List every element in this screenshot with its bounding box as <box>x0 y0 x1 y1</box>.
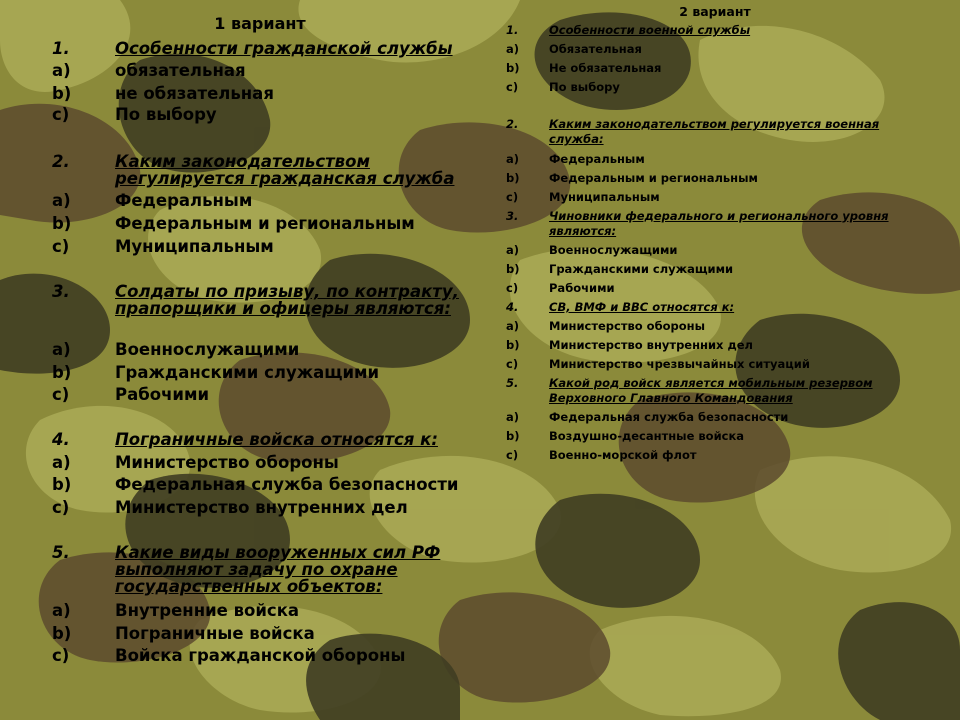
question-text: Каким законодательством регулируется военная служба: <box>549 117 880 146</box>
answer-option <box>506 338 898 353</box>
option-text: Федеральным <box>549 152 645 166</box>
answer-option <box>506 429 898 444</box>
option-letter: b) <box>506 338 520 352</box>
variant-1-title: 1 вариант <box>214 14 306 33</box>
answer-option <box>506 61 898 76</box>
answer-option <box>52 364 472 381</box>
option-letter: c) <box>52 237 70 256</box>
answer-option <box>506 281 898 296</box>
answer-option <box>52 454 472 471</box>
question-2 <box>52 153 472 187</box>
option-letter: a) <box>506 152 520 166</box>
answer-option <box>52 476 472 493</box>
option-text: Гражданскими служащими <box>549 262 734 276</box>
answer-option <box>52 647 472 664</box>
answer-option <box>506 243 898 258</box>
question-5 <box>52 544 472 595</box>
option-text: Министерство внутренних дел <box>549 338 753 352</box>
answer-option <box>52 62 472 79</box>
question-text: Какой род войск является мобильным резервом Верховного Главного Командования <box>549 376 873 405</box>
item-number: 2. <box>506 117 519 131</box>
question-text: Пограничные войска относятся к: <box>115 430 438 449</box>
option-text: Муниципальным <box>549 190 660 204</box>
option-letter: a) <box>52 61 71 80</box>
answer-option <box>506 190 898 205</box>
option-letter: a) <box>506 42 520 56</box>
answer-option <box>506 410 898 425</box>
answer-option <box>506 171 898 186</box>
option-text: Федеральная служба безопасности <box>115 475 459 494</box>
answer-option <box>52 238 472 255</box>
answer-option <box>52 85 472 102</box>
option-letter: c) <box>506 281 519 295</box>
option-text: Пограничные войска <box>115 624 315 643</box>
option-text: Внутренние войска <box>115 601 300 620</box>
option-letter: a) <box>52 601 71 620</box>
option-letter: c) <box>506 190 519 204</box>
item-number: 4. <box>506 300 519 314</box>
answer-option <box>52 625 472 642</box>
answer-option <box>506 357 898 372</box>
option-text: Федеральная служба безопасности <box>549 410 789 424</box>
option-text: По выбору <box>115 105 217 124</box>
option-text: Рабочими <box>549 281 615 295</box>
option-text: Военнослужащими <box>115 340 300 359</box>
option-letter: b) <box>506 171 520 185</box>
option-text: Федеральным <box>115 191 253 210</box>
answer-option <box>506 319 898 334</box>
option-letter: b) <box>506 262 520 276</box>
answer-option <box>52 215 472 232</box>
question-text: Каким законодательством регулируется гражданская служба <box>115 152 455 188</box>
option-text: обязательная <box>115 61 246 80</box>
option-letter: b) <box>52 214 72 233</box>
option-text: не обязательная <box>115 84 274 103</box>
option-letter: b) <box>506 61 520 75</box>
question-2 <box>506 117 898 147</box>
option-text: Министерство чрезвычайных ситуаций <box>549 357 810 371</box>
answer-option <box>52 499 472 516</box>
item-number: 3. <box>506 209 519 223</box>
option-text: Министерство обороны <box>115 453 339 472</box>
option-text: Рабочими <box>115 385 210 404</box>
option-letter: b) <box>52 363 72 382</box>
option-letter: c) <box>52 498 70 517</box>
question-text: Особенности военной службы <box>549 23 751 37</box>
question-text: Чиновники федерального и регионального уровня являются: <box>549 209 889 238</box>
item-number: 5. <box>506 376 519 390</box>
option-text: Федеральным и региональным <box>115 214 415 233</box>
question-text: Особенности гражданской службы <box>115 39 453 58</box>
answer-option <box>52 386 472 403</box>
option-letter: a) <box>52 453 71 472</box>
answer-option <box>52 106 472 123</box>
option-letter: a) <box>52 340 71 359</box>
option-letter: b) <box>52 624 72 643</box>
question-4 <box>506 300 898 315</box>
variant-2-title: 2 вариант <box>679 4 751 19</box>
question-text: СВ, ВМФ и ВВС относятся к: <box>549 300 735 314</box>
question-3 <box>506 209 898 239</box>
option-text: По выбору <box>549 80 620 94</box>
question-3 <box>52 283 472 317</box>
item-number: 4. <box>52 430 70 449</box>
answer-option <box>52 192 472 209</box>
option-letter: b) <box>506 429 520 443</box>
question-4 <box>52 431 472 448</box>
option-text: Министерство обороны <box>549 319 705 333</box>
answer-option <box>506 42 898 57</box>
answer-option <box>506 152 898 167</box>
option-letter: b) <box>52 84 72 103</box>
option-letter: c) <box>52 105 70 124</box>
answer-option <box>506 448 898 463</box>
option-text: Военно-морской флот <box>549 448 697 462</box>
option-text: Не обязательная <box>549 61 662 75</box>
item-number: 2. <box>52 152 70 171</box>
option-text: Федеральным и региональным <box>549 171 758 185</box>
option-letter: c) <box>506 80 519 94</box>
option-text: Министерство внутренних дел <box>115 498 408 517</box>
answer-option <box>506 80 898 95</box>
option-letter: a) <box>506 410 520 424</box>
question-1 <box>506 23 898 38</box>
item-number: 3. <box>52 282 70 301</box>
option-text: Муниципальным <box>115 237 274 256</box>
option-letter: c) <box>506 448 519 462</box>
item-number: 1. <box>52 39 70 58</box>
option-text: Воздушно-десантные войска <box>549 429 745 443</box>
option-letter: c) <box>52 646 70 665</box>
option-letter: a) <box>506 319 520 333</box>
option-text: Войска гражданской обороны <box>115 646 406 665</box>
answer-option <box>506 262 898 277</box>
answer-option <box>52 602 472 619</box>
option-text: Обязательная <box>549 42 642 56</box>
option-letter: b) <box>52 475 72 494</box>
option-text: Военнослужащими <box>549 243 678 257</box>
option-letter: a) <box>506 243 520 257</box>
question-5 <box>506 376 898 406</box>
question-1 <box>52 40 472 57</box>
option-letter: a) <box>52 191 71 210</box>
option-text: Гражданскими служащими <box>115 363 380 382</box>
question-text: Солдаты по призыву, по контракту, прапорщики и офицеры являются: <box>115 282 459 318</box>
answer-option <box>52 341 472 358</box>
option-letter: c) <box>506 357 519 371</box>
option-letter: c) <box>52 385 70 404</box>
item-number: 5. <box>52 543 70 562</box>
item-number: 1. <box>506 23 519 37</box>
question-text: Какие виды вооруженных сил РФ выполняют задачу по охране государственных объектов: <box>115 543 441 596</box>
